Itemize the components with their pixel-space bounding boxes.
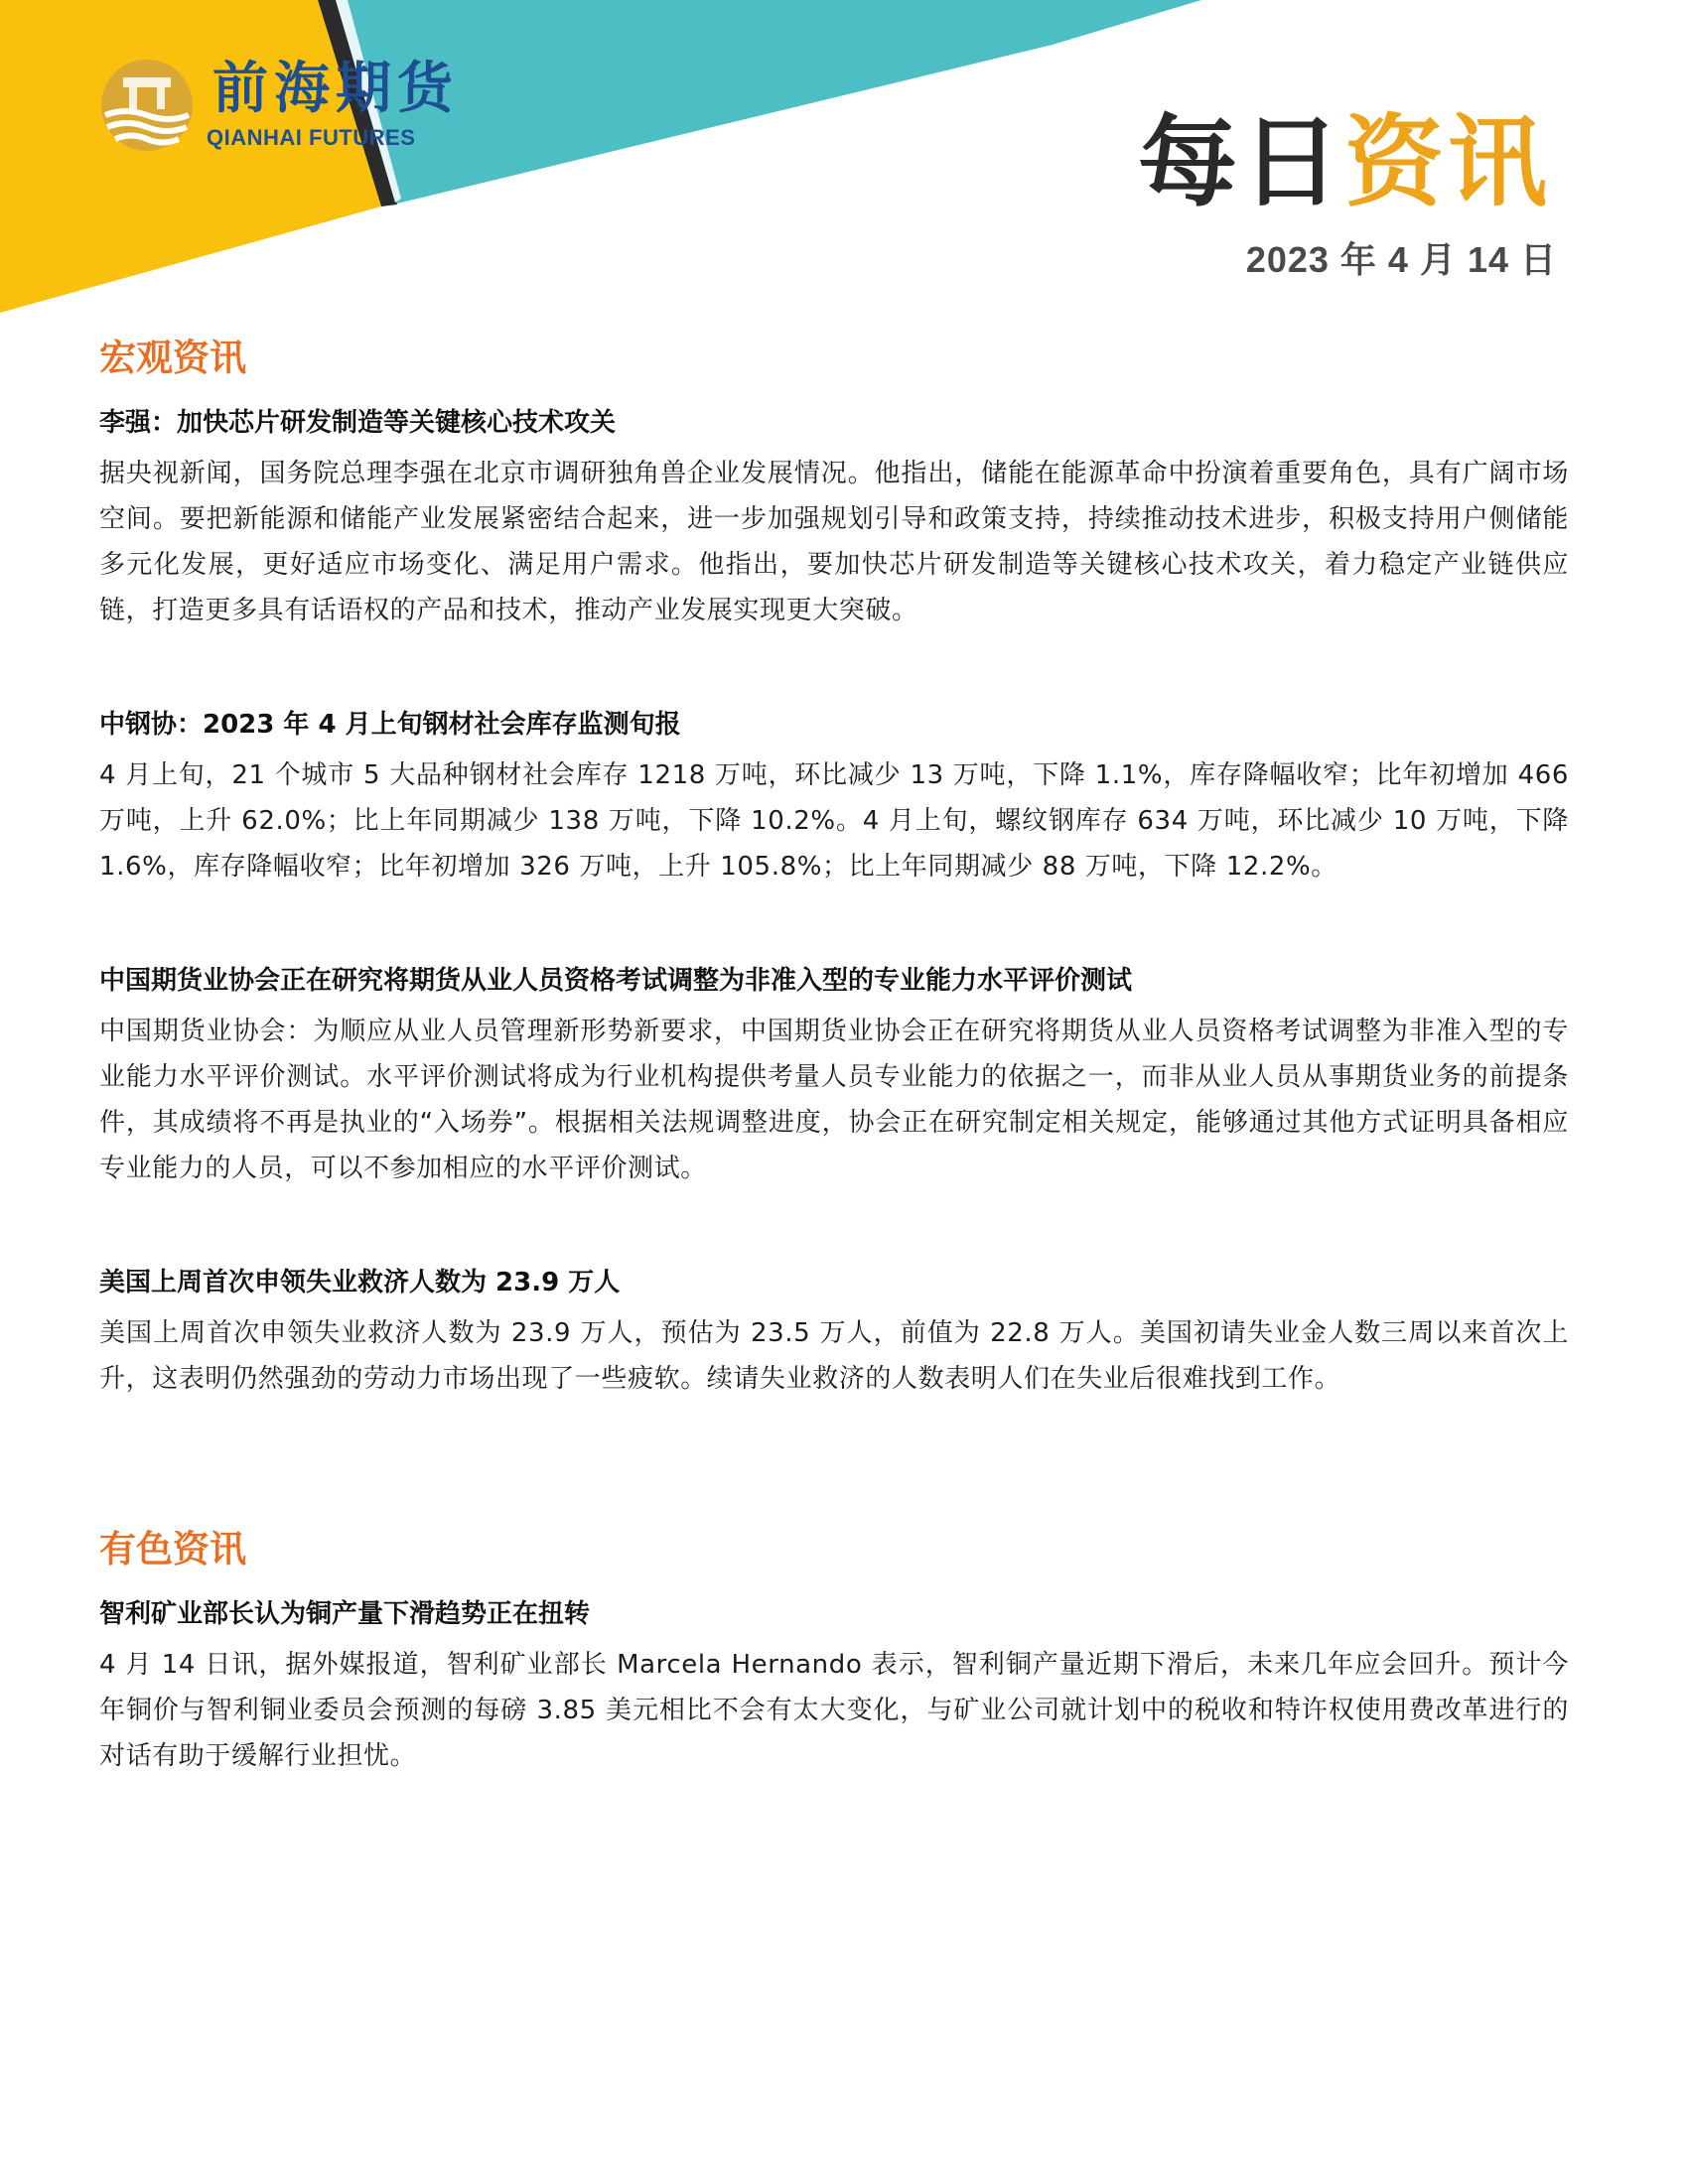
title-part-1: 每日	[1138, 104, 1344, 220]
company-logo	[95, 52, 463, 161]
sun-wave-logo-icon	[95, 56, 199, 159]
article-body: 4 月上旬，21 个城市 5 大品种钢材社会库存 1218 万吨，环比减少 13 万吨，下降 1.1%，库存降幅收窄；比年初增加 466 万吨，上升 62.0%；比上年同期减少 138 万吨，下降 10.2%。4 月上旬，螺纹钢库存 634 万吨，环比减少 10 万吨，下降 1.6%，库存降幅收窄；比年初增加 326 万吨，上升 105.8%；比上年同期减少 88 万吨，下降 12.2%。	[99, 760, 1569, 882]
article	[99, 961, 1569, 1191]
article-headline: 中钢协：2023 年 4 月上旬钢材社会库存监测旬报	[99, 710, 681, 740]
article	[99, 705, 1569, 889]
logo-english-name: QIANHAI FUTURES	[207, 125, 416, 150]
article	[99, 403, 1569, 633]
logo-chinese-name: 前海期货	[212, 56, 459, 121]
article-headline: 智利矿业部长认为铜产量下滑趋势正在扭转	[99, 1599, 591, 1629]
document-content	[99, 328, 1569, 1779]
section-title: 宏观资讯	[99, 337, 246, 379]
article-body: 美国上周首次申领失业救济人数为 23.9 万人，预估为 23.5 万人，前值为 22.8 万人。美国初请失业金人数三周以来首次上升，这表明仍然强劲的劳动力市场出现了一些疲软。续请失业救济的人数表明人们在失业后很难找到工作。	[99, 1318, 1569, 1394]
article-headline: 李强：加快芯片研发制造等关键核心技术攻关	[99, 408, 617, 438]
report-date: 2023 年 4 月 14 日	[1245, 239, 1557, 280]
article	[99, 1594, 1569, 1779]
article-body: 4 月 14 日讯，据外媒报道，智利矿业部长 Marcela Hernando 表示，智利铜产量近期下滑后，未来几年应会回升。预计今年铜价与智利铜业委员会预测的每磅 3.85 美元相比不会有太大变化，与矿业公司就计划中的税收和特许权使用费改革进行的对话有助于缓解行业担忧。	[99, 1650, 1569, 1771]
article-body: 据央视新闻，国务院总理李强在北京市调研独角兽企业发展情况。他指出，储能在能源革命中扮演着重要角色，具有广阔市场空间。要把新能源和储能产业发展紧密结合起来，进一步加强规划引导和政策支持，持续推动技术进步，积极支持用户侧储能多元化发展，更好适应市场变化、满足用户需求。他指出，要加快芯片研发制造等关键核心技术攻关，着力稳定产业链供应链，打造更多具有话语权的产品和技术，推动产业发展实现更大突破。	[99, 459, 1569, 625]
section-macro	[99, 328, 1569, 1402]
section-nonferrous	[99, 1519, 1569, 1779]
page-title	[1138, 103, 1551, 222]
article	[99, 1263, 1569, 1402]
section-title: 有色资讯	[99, 1528, 246, 1570]
article-body: 中国期货业协会：为顺应从业人员管理新形势新要求，中国期货业协会正在研究将期货从业人员资格考试调整为非准入型的专业能力水平评价测试。水平评价测试将成为行业机构提供考量人员专业能力的依据之一，而非从业人员从事期货业务的前提条件，其成绩将不再是执业的“入场券”。根据相关法规调整进度，协会正在研究制定相关规定，能够通过其他方式证明具备相应专业能力的人员，可以不参加相应的水平评价测试。	[99, 1017, 1569, 1183]
article-headline: 美国上周首次申领失业救济人数为 23.9 万人	[99, 1268, 621, 1297]
article-headline: 中国期货业协会正在研究将期货从业人员资格考试调整为非准入型的专业能力水平评价测试	[99, 966, 1133, 996]
title-part-2: 资讯	[1344, 104, 1551, 220]
